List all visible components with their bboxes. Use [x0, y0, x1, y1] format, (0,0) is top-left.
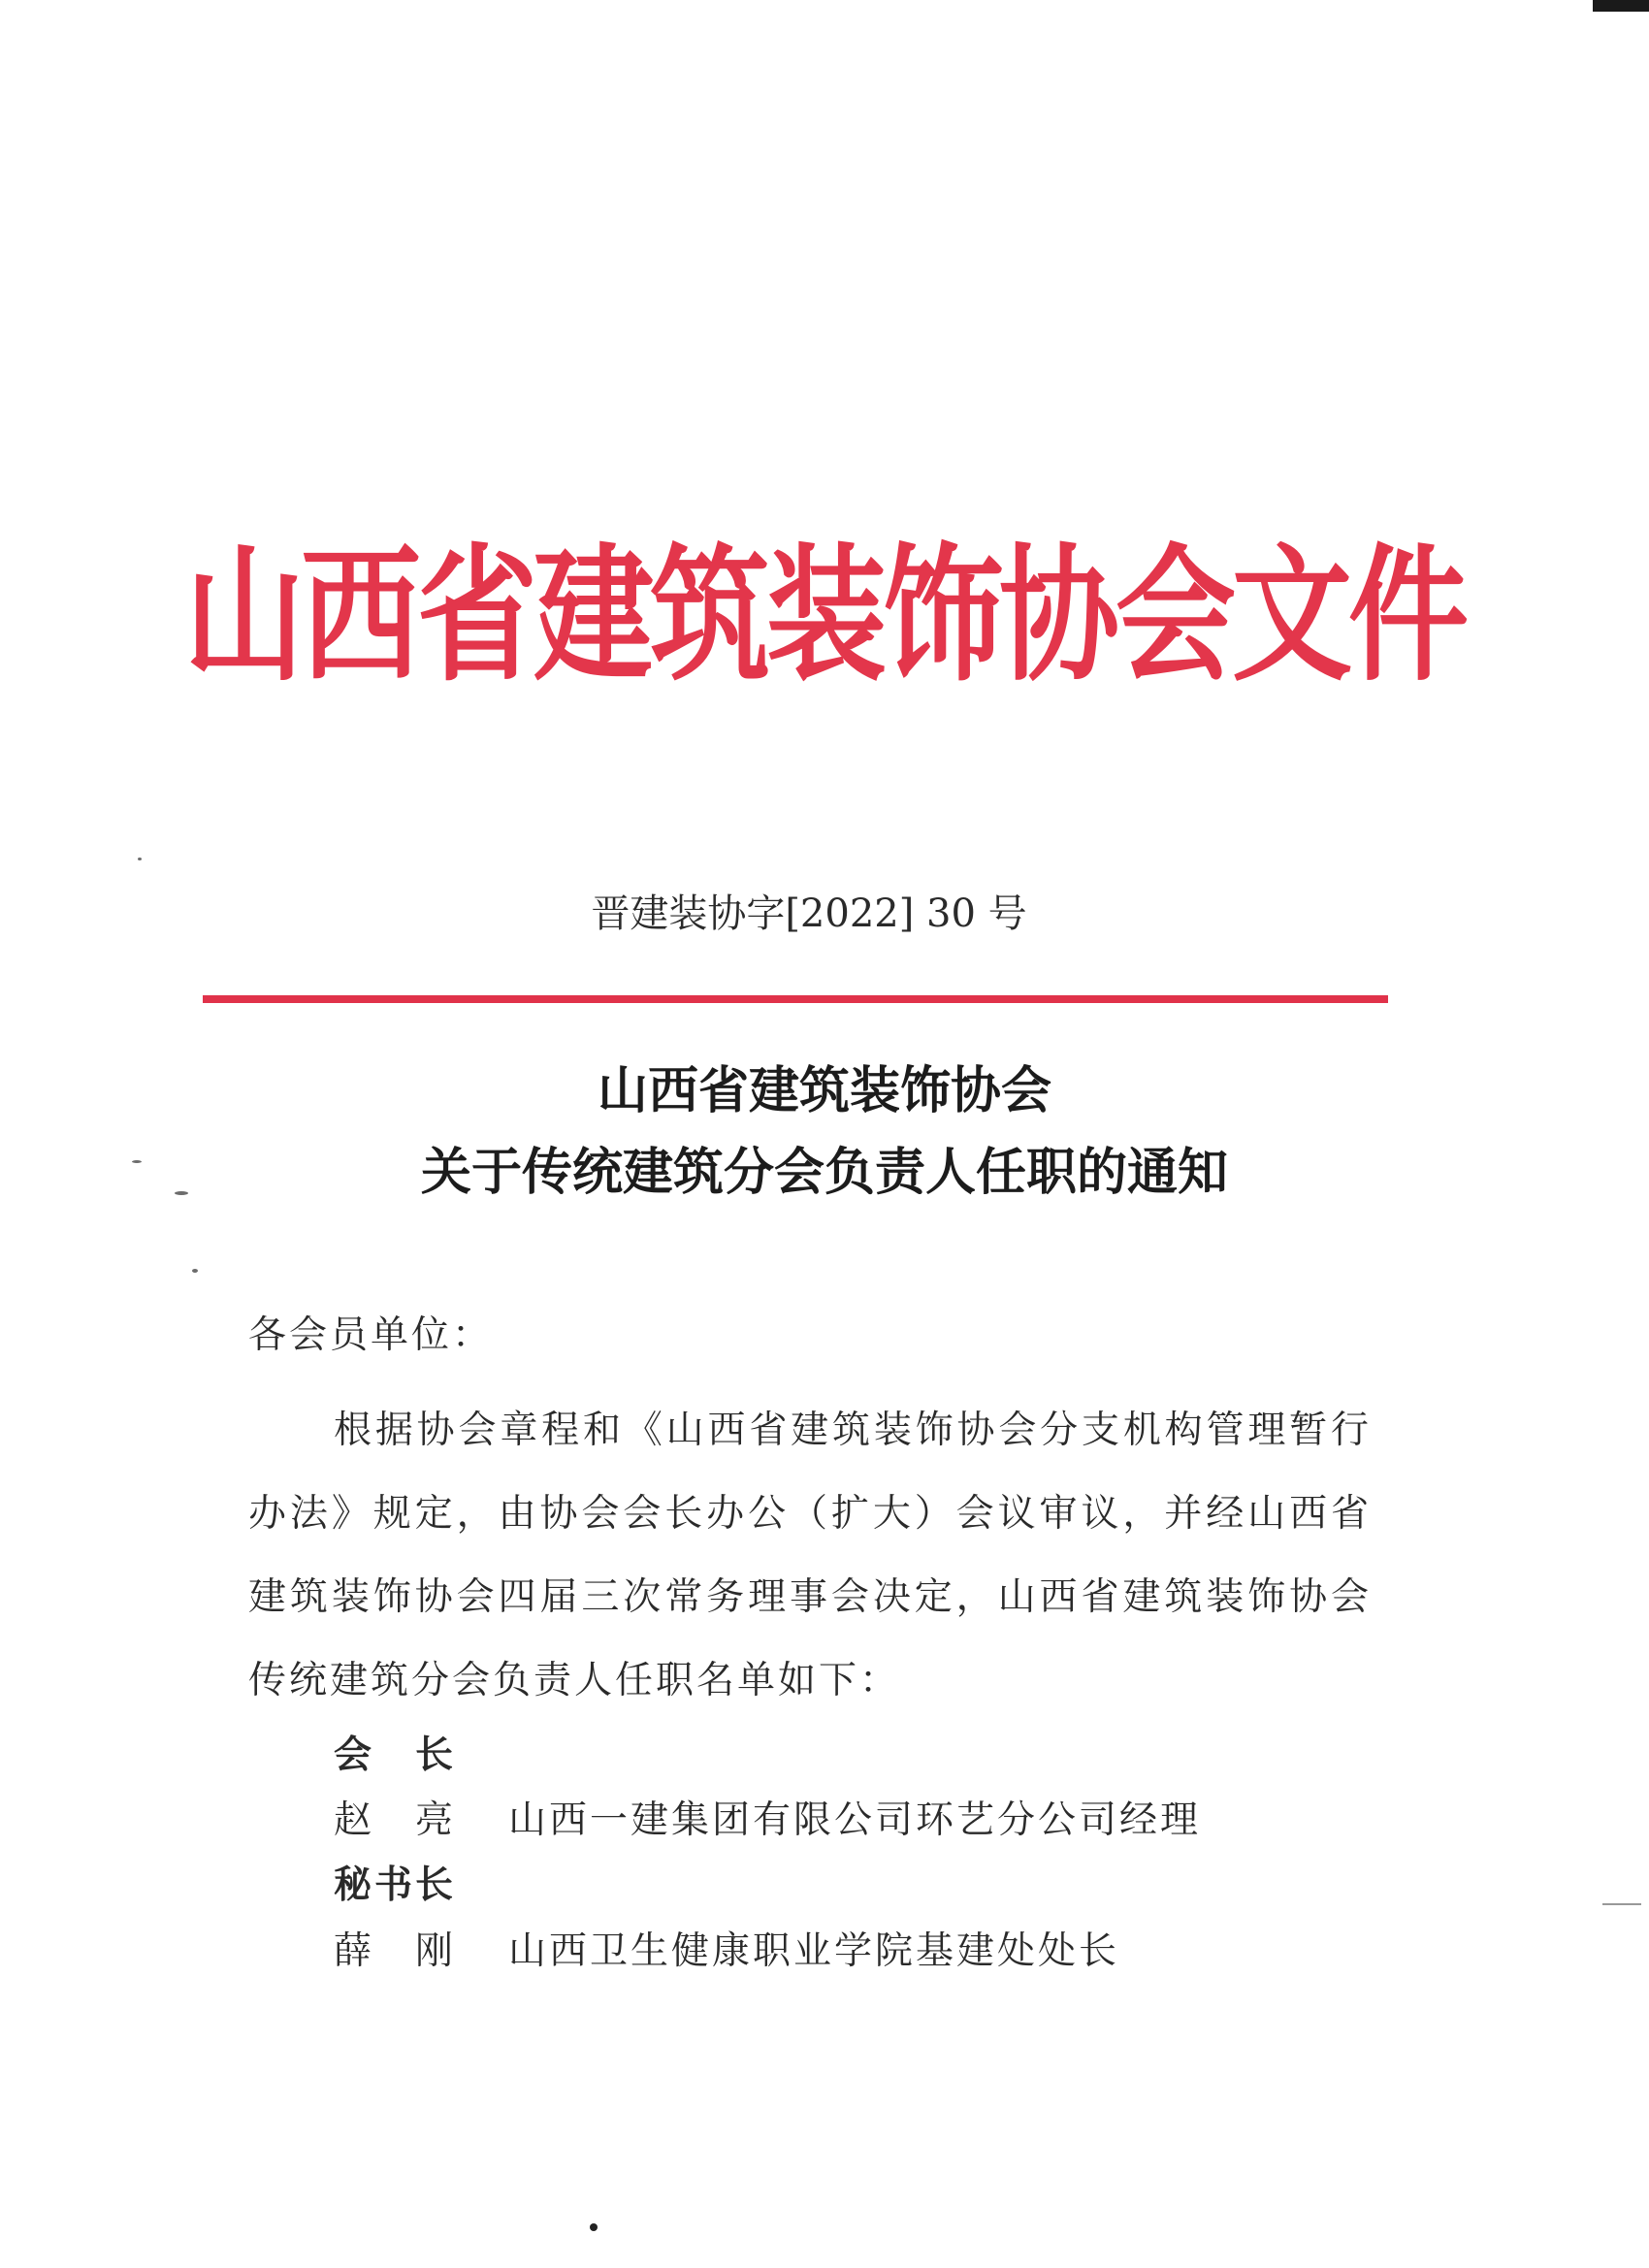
- appointee-president: [334, 1790, 1201, 1844]
- appointee-position: 山西一建集团有限公司环艺分公司经理: [508, 1798, 1202, 1842]
- scan-speck: [1602, 1903, 1641, 1905]
- scan-speck: [132, 1160, 142, 1163]
- role-title-president: 会 长: [334, 1733, 457, 1777]
- red-header-title: 山西省建筑装饰协会文件: [183, 530, 1465, 702]
- appointee-name: 薛 刚: [334, 1929, 457, 1973]
- notice-title-line-1: 山西省建筑装饰协会: [597, 1062, 1051, 1120]
- scan-speck: [175, 1191, 188, 1195]
- salutation: 各会员单位：: [248, 1313, 494, 1357]
- notice-title-line-2: 关于传统建筑分会负责人任职的通知: [420, 1144, 1228, 1202]
- scan-corner-mark: [1593, 0, 1649, 12]
- document-number: 晋建装协字[2022] 30 号: [591, 891, 1027, 936]
- scan-speck: [192, 1269, 198, 1273]
- appointee-position: 山西卫生健康职业学院基建处处长: [508, 1929, 1120, 1973]
- scan-speck: [138, 858, 142, 860]
- appointee-name: 赵 亮: [334, 1798, 457, 1842]
- role-title-secretary-general: 秘书长: [334, 1863, 457, 1907]
- body-paragraph: 根据协会章程和《山西省建筑装饰协会分支机构管理暂行办法》规定，由协会会长办公（扩大）会议审议，并经山西省建筑装饰协会四届三次常务理事会决定，山西省建筑装饰协会传统建筑分会负责人任职名单如下：: [248, 1409, 1372, 1702]
- scan-speck: [590, 2223, 598, 2231]
- red-divider-line: [203, 995, 1388, 1003]
- appointee-secretary-general: [334, 1921, 1119, 1975]
